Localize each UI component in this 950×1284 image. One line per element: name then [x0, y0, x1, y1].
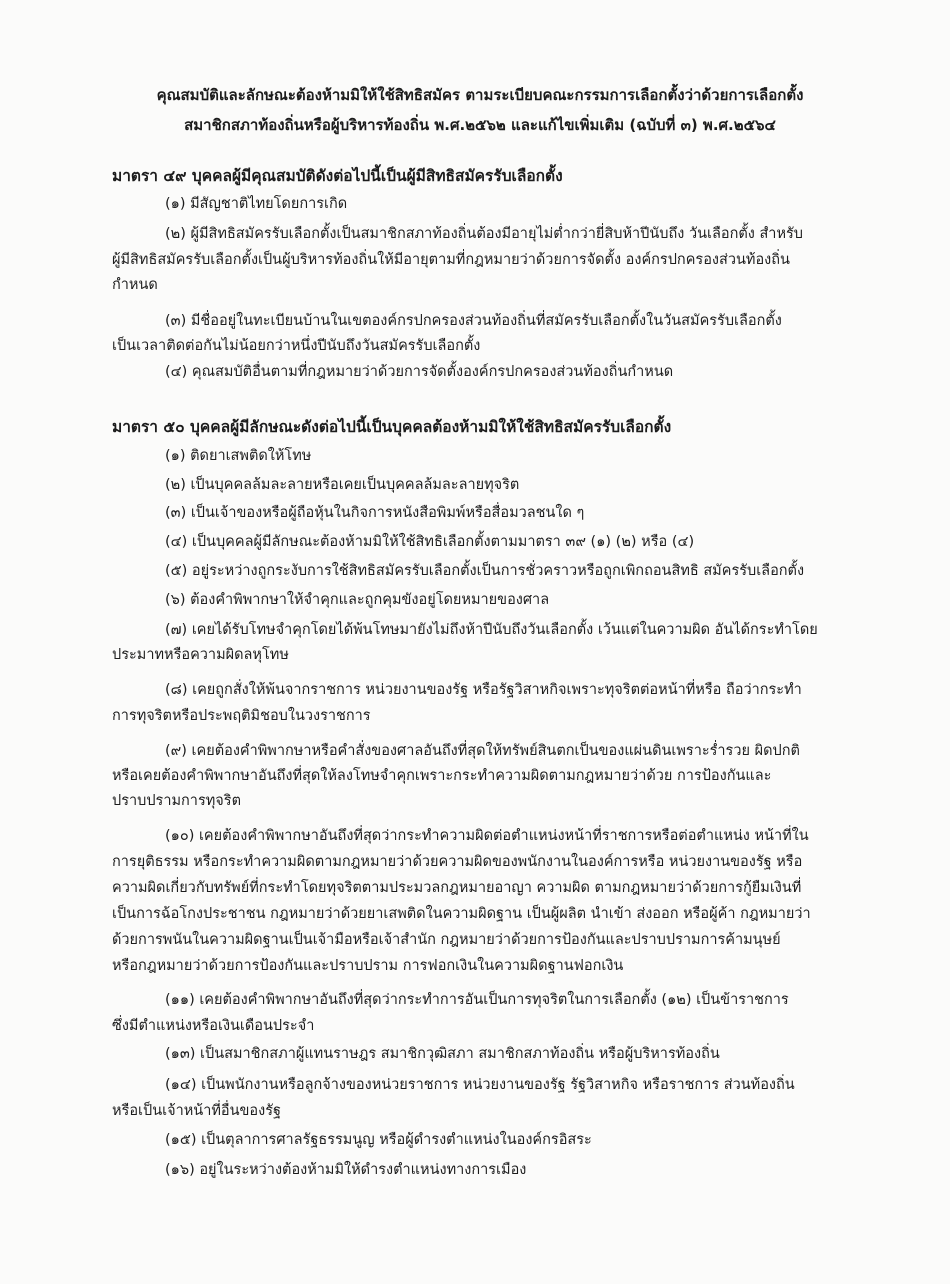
s49-item-2-cont2: กำหนด — [112, 277, 158, 293]
s50-item-10-cont2: ความผิดเกี่ยวกับทรัพย์ที่กระทำโดยทุจริตตามประมวลกฎหมายอาญา ความผิด ตามกฎหมายว่าด้วยการกู้ยืมเงินที่ — [112, 880, 802, 896]
s50-item-10-cont4: ด้วยการพนันในความผิดฐานเป็นเจ้ามือหรือเจ้าสำนัก กฎหมายว่าด้วยการป้องกันและปราบปรามการค้ามนุษย์ — [112, 932, 781, 948]
s50-item-5: (๕) อยู่ระหว่างถูกระงับการใช้สิทธิสมัครรับเลือกตั้งเป็นการชั่วคราวหรือถูกเพิกถอนสิทธิ สมัครรับเลือกตั้ง — [165, 563, 805, 579]
s50-item-7-cont: ประมาทหรือความผิดลหุโทษ — [112, 647, 289, 663]
s50-item-11: (๑๑) เคยต้องคำพิพากษาอันถึงที่สุดว่ากระทำการอันเป็นการทุจริตในการเลือกตั้ง (๑๒) เป็นข้าราชการ — [165, 992, 789, 1008]
s50-item-10-cont: การยุติธรรม หรือกระทำความผิดตามกฎหมายว่าด้วยความผิดของพนักงานในองค์การหรือ หน่วยงานของรัฐ หรือ — [112, 854, 803, 870]
s50-item-4: (๔) เป็นบุคคลผู้มีลักษณะต้องห้ามมิให้ใช้สิทธิเลือกตั้งตามมาตรา ๓๙ (๑) (๒) หรือ (๔) — [165, 534, 695, 550]
s49-item-3: (๓) มีชื่ออยู่ในทะเบียนบ้านในเขตองค์กรปกครองส่วนท้องถิ่นที่สมัครรับเลือกตั้งในวันสมัครรับเลือกตั้ง — [165, 313, 782, 329]
s49-item-2: (๒) ผู้มีสิทธิสมัครรับเลือกตั้งเป็นสมาชิกสภาท้องถิ่นต้องมีอายุไม่ต่ำกว่ายี่สิบห้าปีนับถึง วันเลือกตั้ง สำหรับ — [165, 226, 803, 242]
s50-item-10-cont5: หรือกฎหมายว่าด้วยการป้องกันและปราบปราม การฟอกเงินในความผิดฐานฟอกเงิน — [112, 958, 624, 974]
s50-item-10-cont3: เป็นการฉ้อโกงประชาชน กฎหมายว่าด้วยยาเสพติดในความผิดฐาน เป็นผู้ผลิต นำเข้า ส่งออก หรือผู้ค้า กฎหมายว่า — [112, 906, 811, 922]
s49-item-1: (๑) มีสัญชาติไทยโดยการเกิด — [165, 196, 348, 212]
s50-item-1: (๑) ติดยาเสพติดให้โทษ — [165, 448, 312, 464]
title-line-1: คุณสมบัติและลักษณะต้องห้ามมิให้ใช้สิทธิสมัคร ตามระเบียบคณะกรรมการเลือกตั้งว่าด้วยการเลือกตั้ง — [156, 86, 804, 104]
s50-item-3: (๓) เป็นเจ้าของหรือผู้ถือหุ้นในกิจการหนังสือพิมพ์หรือสื่อมวลชนใด ๆ — [165, 505, 585, 521]
s49-item-4: (๔) คุณสมบัติอื่นตามที่กฎหมายว่าด้วยการจัดตั้งองค์กรปกครองส่วนท้องถิ่นกำหนด — [165, 364, 674, 380]
s50-item-2: (๒) เป็นบุคคลล้มละลายหรือเคยเป็นบุคคลล้มละลายทุจริต — [165, 477, 520, 493]
s50-item-14: (๑๔) เป็นพนักงานหรือลูกจ้างของหน่วยราชการ หน่วยงานของรัฐ รัฐวิสาหกิจ หรือราชการ ส่วนท้องถิ่น — [165, 1077, 795, 1093]
s50-item-8-cont: การทุจริตหรือประพฤติมิชอบในวงราชการ — [112, 708, 371, 724]
section-49-heading: มาตรา ๔๙ บุคคลผู้มีคุณสมบัติดังต่อไปนี้เป็นผู้มีสิทธิสมัครรับเลือกตั้ง — [112, 167, 563, 185]
s50-item-11-cont: ซึ่งมีตำแหน่งหรือเงินเดือนประจำ — [112, 1018, 315, 1034]
s50-item-16: (๑๖) อยู่ในระหว่างต้องห้ามมิให้ดำรงตำแหน่งทางการเมือง — [165, 1162, 527, 1178]
s50-item-13: (๑๓) เป็นสมาชิกสภาผู้แทนราษฎร สมาชิกวุฒิสภา สมาชิกสภาท้องถิ่น หรือผู้บริหารท้องถิ่น — [165, 1046, 720, 1062]
s50-item-9-cont2: ปราบปรามการทุจริต — [112, 793, 241, 809]
s49-item-2-cont: ผู้มีสิทธิสมัครรับเลือกตั้งเป็นผู้บริหารท้องถิ่นให้มีอายุตามที่กฎหมายว่าด้วยการจัดตั้ง องค์กรปกครองส่วนท้องถิ่น — [112, 252, 790, 268]
section-50-heading: มาตรา ๕๐ บุคคลผู้มีลักษณะดังต่อไปนี้เป็นบุคคลต้องห้ามมิให้ใช้สิทธิสมัครรับเลือกตั้ง — [112, 418, 672, 436]
s50-item-14-cont: หรือเป็นเจ้าหน้าที่อื่นของรัฐ — [112, 1103, 282, 1119]
document-title — [100, 80, 860, 140]
s50-item-15: (๑๕) เป็นตุลาการศาลรัฐธรรมนูญ หรือผู้ดำรงตำแหน่งในองค์กรอิสระ — [165, 1132, 592, 1148]
s50-item-9: (๙) เคยต้องคำพิพากษาหรือคำสั่งของศาลอันถึงที่สุดให้ทรัพย์สินตกเป็นของแผ่นดินเพราะร่ำรวย ผิดปกติ — [165, 743, 800, 759]
s50-item-7: (๗) เคยได้รับโทษจำคุกโดยได้พ้นโทษมายังไม่ถึงห้าปีนับถึงวันเลือกตั้ง เว้นแต่ในความผิด อันได้กระทำโดย — [165, 622, 818, 638]
s50-item-10: (๑๐) เคยต้องคำพิพากษาอันถึงที่สุดว่ากระทำความผิดต่อตำแหน่งหน้าที่ราชการหรือต่อตำแหน่ง หน้าที่ใน — [165, 828, 809, 844]
s50-item-6: (๖) ต้องคำพิพากษาให้จำคุกและถูกคุมขังอยู่โดยหมายของศาล — [165, 592, 550, 608]
s49-item-3-cont: เป็นเวลาติดต่อกันไม่น้อยกว่าหนึ่งปีนับถึงวันสมัครรับเลือกตั้ง — [112, 338, 481, 354]
s50-item-8: (๘) เคยถูกสั่งให้พ้นจากราชการ หน่วยงานของรัฐ หรือรัฐวิสาหกิจเพราะทุจริตต่อหน้าที่หรือ ถือว่ากระทำ — [165, 682, 802, 698]
s50-item-9-cont: หรือเคยต้องคำพิพากษาอันถึงที่สุดให้ลงโทษจำคุกเพราะกระทำความผิดตามกฎหมายว่าด้วย การป้องกันและ — [112, 768, 772, 784]
title-line-2: สมาชิกสภาท้องถิ่นหรือผู้บริหารท้องถิ่น พ.ศ.๒๕๖๒ และแก้ไขเพิ่มเติม (ฉบับที่ ๓) พ.ศ.๒๕๖๔ — [184, 116, 776, 134]
